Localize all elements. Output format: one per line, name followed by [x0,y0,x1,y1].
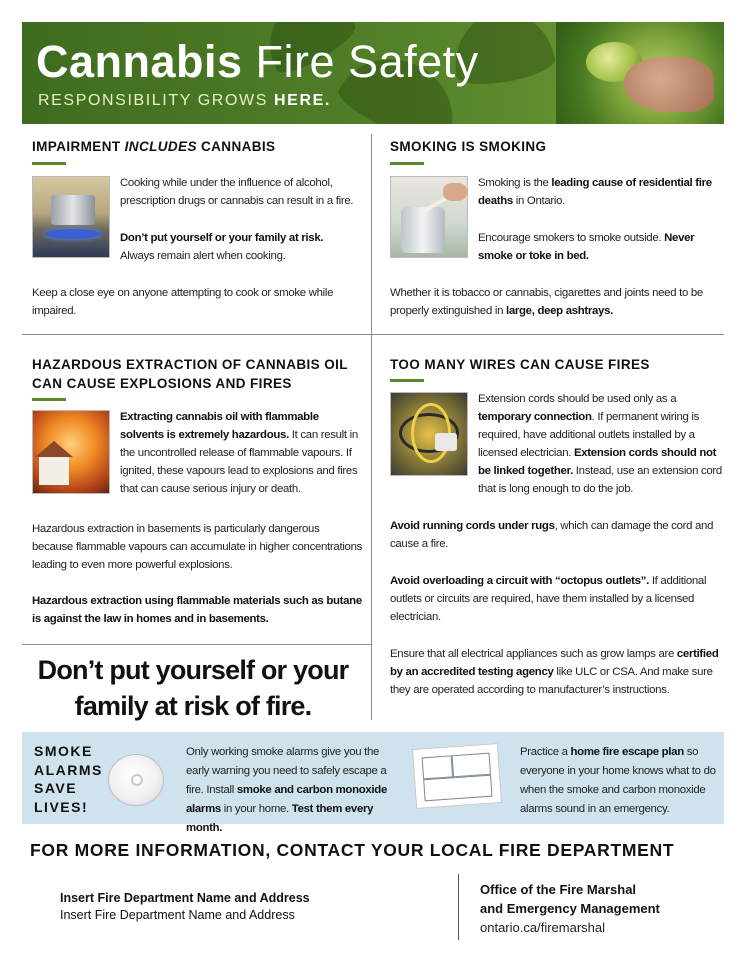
smoke-alarm-band [22,732,724,834]
footer-divider [458,874,459,940]
smoking-para-2: Encourage smokers to smoke outside. Never smoke or toke in bed. [478,232,695,262]
wires-para-3: Avoid overloading a circuit with “octopus outlets”. If additional outlets or circuits are required, have them installed by a licensed electrician. [390,575,707,623]
smoke-alarm-text: Only working smoke alarms give you the early warning you need to safely escape a fire. Install smoke and carbon monoxide alarms in your home. Test them every month. [186,746,387,834]
wires-para-1: Extension cords should be used only as a temporary connection. If permanent wiring is required, have additional outlets installed by a licensed electrician. Extension cords should not be linked together. Instead, use an extension cord that is long enough to do the job. [478,393,722,495]
extraction-para-2: Hazardous extraction in basements is particularly dangerous because flammable vapours can accumulate in higher concentrations leading to even more powerful explosions. [32,523,363,571]
impairment-para-2: Don’t put yourself or your family at risk. Always remain alert when cooking. [120,232,324,262]
escape-plan-text: Practice a home fire escape plan so everyone in your home knows what to do when the smoke and carbon monoxide alarms sound in an emergency. [520,746,716,815]
page-title: Cannabis Fire Safety [36,36,479,87]
header-banner [22,22,724,124]
escape-plan-sketch [412,743,502,809]
impairment-para-1: Cooking while under the influence of alcohol, prescription drugs or cannabis can result in a fire. [120,177,354,207]
heading-underline [32,398,66,401]
call-to-action: Don’t put yourself or your family at risk of fire. [37,655,349,721]
smoking-para-3: Whether it is tobacco or cannabis, cigarettes and joints need to be properly extinguished in large, deep ashtrays. [390,287,703,317]
office-fire-marshal: Office of the Fire Marshal and Emergency Management [480,882,660,916]
extraction-para-1: Extracting cannabis oil with flammable solvents is extremely hazardous. It can result in the uncontrolled release of flammable vapours. If ignited, these vapours lead to explosions and fires that can cause serious injury or death. [120,411,358,495]
tangled-wires-photo [390,392,468,476]
smoke-alarm-icon [108,754,164,806]
cta-divider [22,644,371,645]
heading-underline [32,162,66,165]
impairment-heading: IMPAIRMENT INCLUDES CANNABIS [32,139,276,154]
house-fire-photo [32,410,110,494]
cooking-pot-photo [32,176,110,258]
extraction-heading: HAZARDOUS EXTRACTION OF CANNABIS OIL CAN CAUSE EXPLOSIONS AND FIRES [32,357,348,391]
wires-para-4: Ensure that all electrical appliances such as grow lamps are certified by an accredited testing agency like ULC or CSA. And make sure they are operated according to manufacturer’s instructions. [390,648,719,696]
smoking-heading: SMOKING IS SMOKING [390,139,547,154]
heading-underline [390,379,424,382]
heading-underline [390,162,424,165]
fire-department-info: Insert Fire Department Name and Address Insert Fire Department Name and Address [60,891,310,922]
ashtray-photo [390,176,468,258]
extraction-para-3: Hazardous extraction using flammable materials such as butane is against the law in homes and in basements. [32,595,362,625]
footer-heading: FOR MORE INFORMATION, CONTACT YOUR LOCAL FIRE DEPARTMENT [30,840,675,860]
tagline: RESPONSIBILITY GROWS HERE. [38,92,331,109]
fire-marshal-link[interactable]: ontario.ca/firemarshal [480,920,605,935]
column-divider [371,134,372,720]
smoke-alarms-heading: SMOKE ALARMS SAVE LIVES! [34,743,103,815]
fire-safety-flyer [18,16,730,946]
row-divider [22,334,724,335]
smoking-para-1: Smoking is the leading cause of residential fire deaths in Ontario. [478,177,712,207]
wires-para-2: Avoid running cords under rugs, which can damage the cord and cause a fire. [390,520,714,550]
cannabis-hand-photo [556,22,724,124]
impairment-para-3: Keep a close eye on anyone attempting to cook or smoke while impaired. [32,287,334,317]
wires-heading: TOO MANY WIRES CAN CAUSE FIRES [390,357,650,372]
